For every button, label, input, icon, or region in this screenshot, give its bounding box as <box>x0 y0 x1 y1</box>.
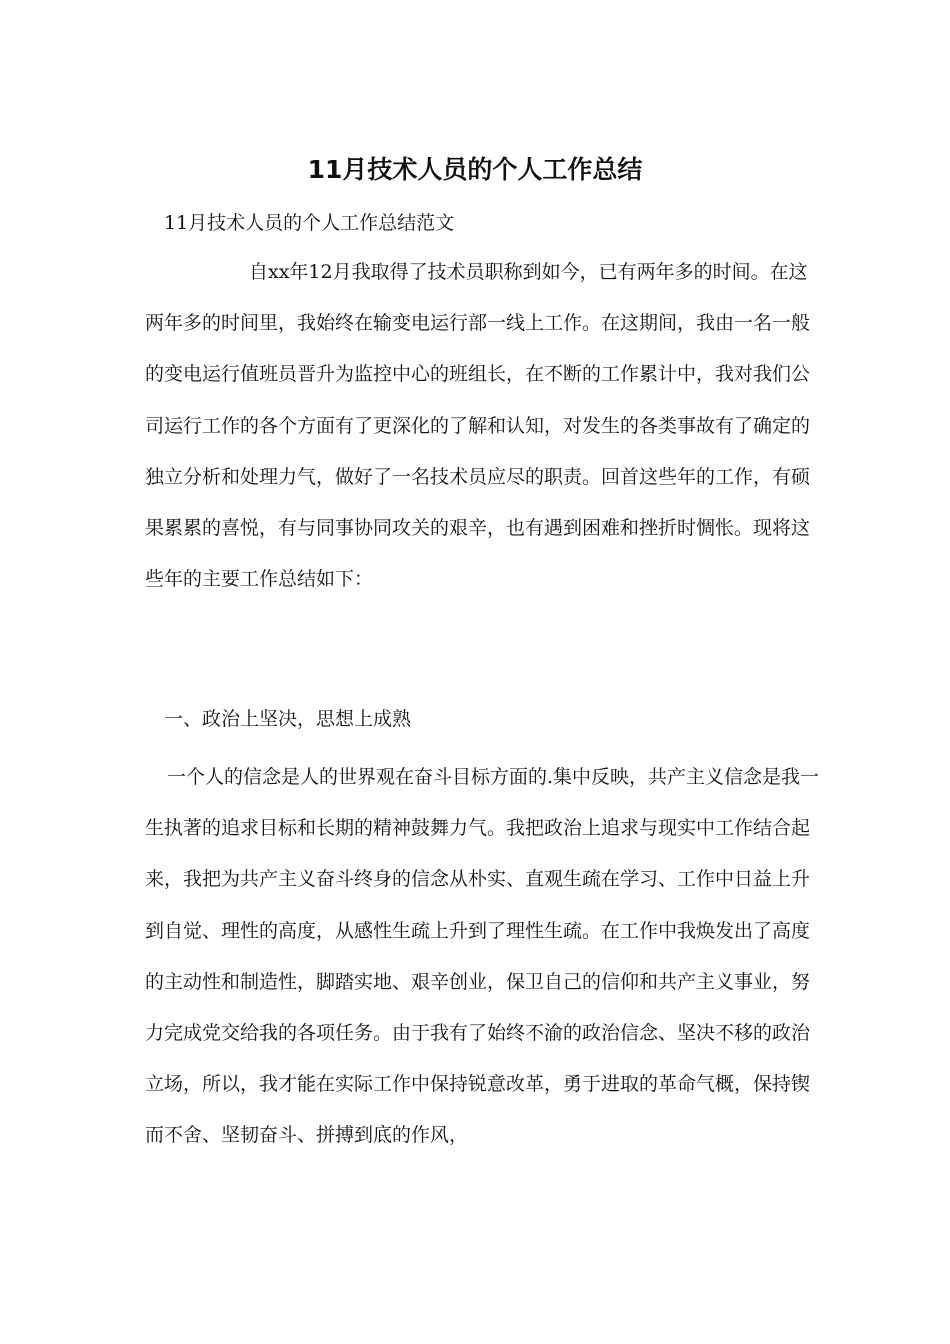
document-subtitle: 11月技术人员的个人工作总结范文 <box>164 212 455 234</box>
paragraph-intro: 自xx年12月我取得了技术员职称到如今，已有两年多的时间。在这两年多的时间里，我始终在输变电运行部一线上工作。在这期间，我由一名一般的变电运行值班员晋升为监控中心的班组长，在不断的工作累计中，我对我们公司运行工作的各个方面有了更深化的了解和认知，对发生的各类事故有了确定的独立分析和处理力气，做好了一名技术员应尽的职责。回首这些年的工作，有硕果累累的喜悦，有与同事协同攻关的艰辛，也有遇到困难和挫折时惆怅。现将这些年的主要工作总结如下： <box>145 261 811 591</box>
document-title: 11月技术人员的个人工作总结 <box>307 155 643 184</box>
section-heading-politics: 一、政治上坚决，思想上成熟 <box>164 708 412 730</box>
paragraph-politics: 一个人的信念是人的世界观在奋斗目标方面的.集中反映，共产主义信念是我一生执著的追求目标和长期的精神鼓舞力气。我把政治上追求与现实中工作结合起来，我把为共产主义奋斗终身的信念从朴实、直观生疏在学习、工作中日益上升到自觉、理性的高度，从感性生疏上升到了理性生疏。在工作中我焕发出了高度的主动性和制造性，脚踏实地、艰辛创业，保卫自己的信仰和共产主义事业，努力完成党交给我的各项任务。由于我有了始终不渝的政治信念、坚决不移的政治立场，所以，我才能在实际工作中保持锐意改革，勇于进取的革命气概，保持锲而不舍、坚韧奋斗、拼搏到底的作风， <box>145 766 820 1147</box>
